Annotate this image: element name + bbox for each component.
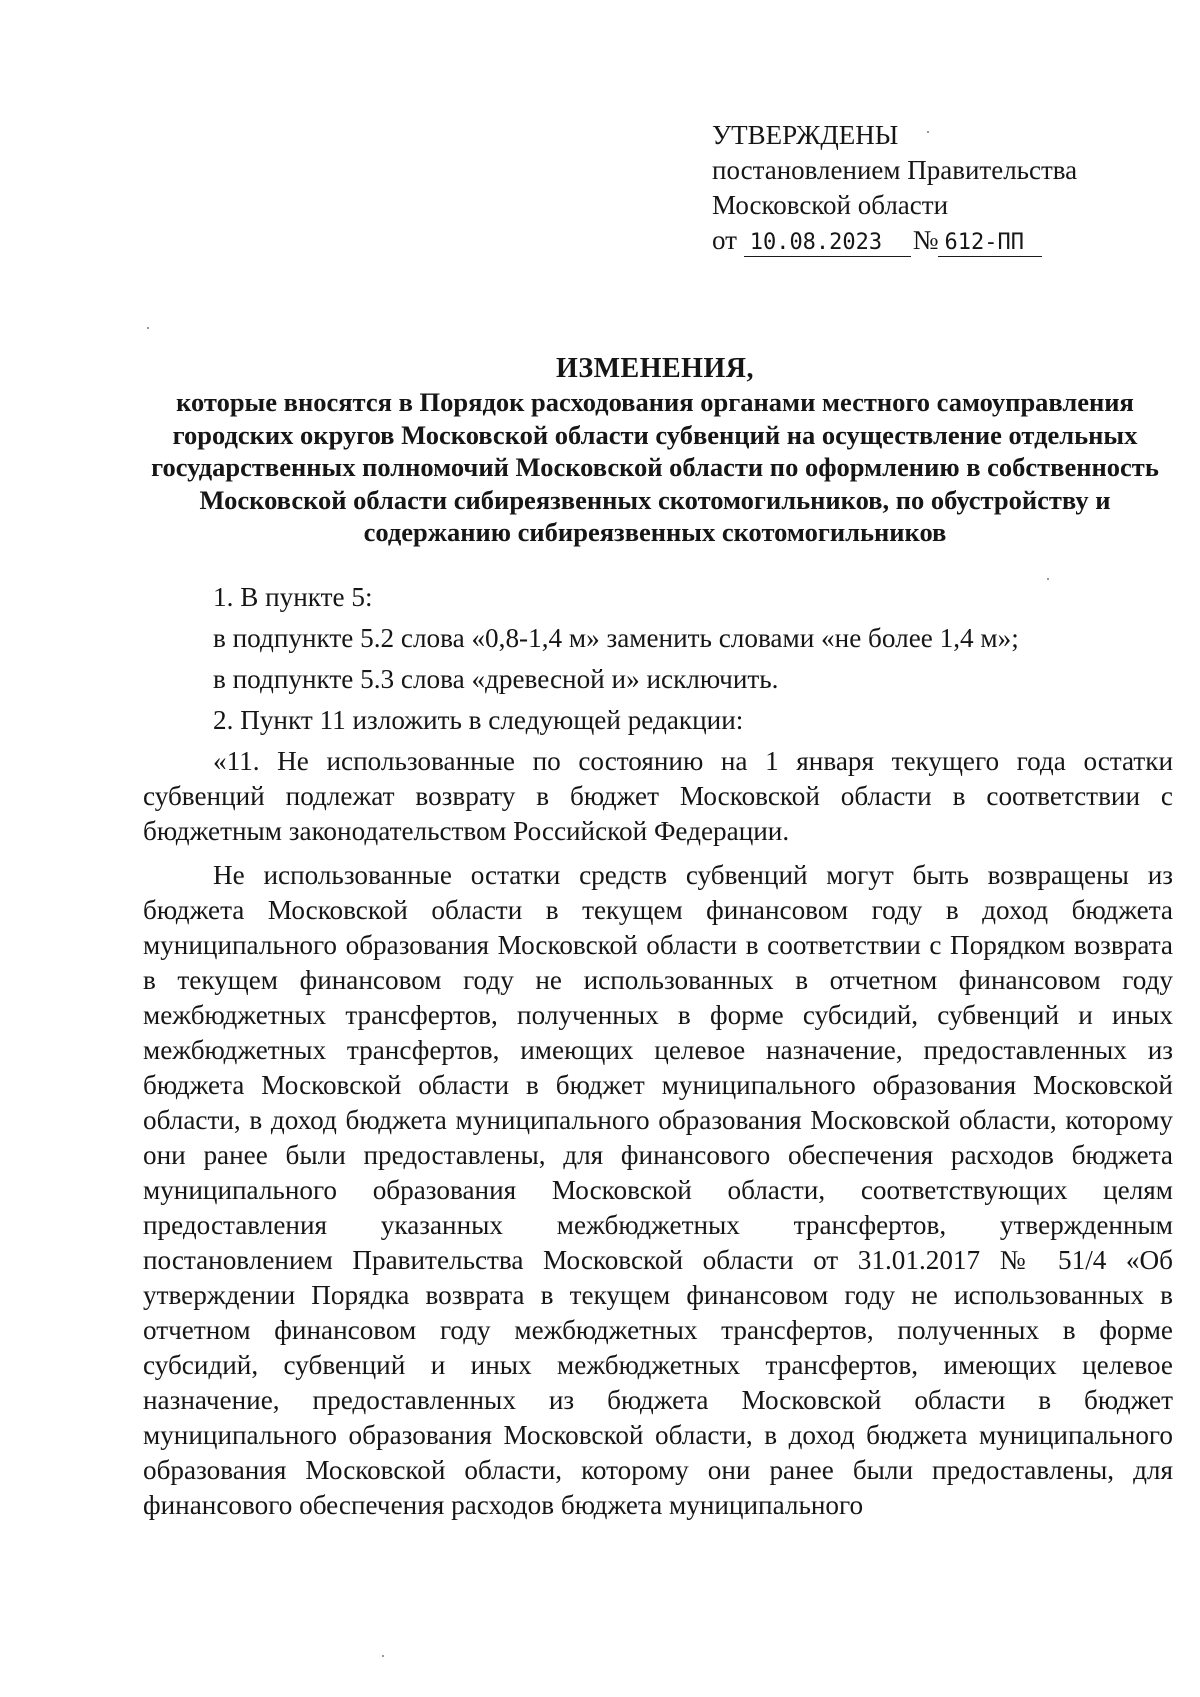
paragraph-4: 2. Пункт 11 изложить в следующей редакции: bbox=[213, 705, 744, 735]
scan-speck bbox=[382, 1655, 384, 1657]
document-title bbox=[140, 352, 1170, 549]
scan-speck bbox=[147, 327, 149, 329]
title-main: ИЗМЕНЕНИЯ, bbox=[556, 353, 754, 384]
scan-speck bbox=[1047, 578, 1049, 580]
approval-number: 612-ПП bbox=[938, 230, 1042, 257]
approval-from-label: от bbox=[712, 225, 737, 255]
title-subtitle: которые вносятся в Порядок расходования органами местного самоуправления городских округов Московской области субвенций на осуществление отдельных государственных полномочий Московской области по оформлению в собственность Московской области сибиреязвенных скотомогильников, по обустройству и содержанию сибиреязвенных скотомогильников bbox=[151, 387, 1159, 547]
approval-line-2: Московской области bbox=[712, 190, 949, 220]
document-body bbox=[143, 580, 1173, 1523]
approval-date-line bbox=[712, 223, 1152, 258]
approval-number-label: № bbox=[912, 225, 939, 255]
paragraph-2: в подпункте 5.2 слова «0,8-1,4 м» заменить словами «не более 1,4 м»; bbox=[213, 623, 1019, 653]
paragraph-3: в подпункте 5.3 слова «древесной и» исключить. bbox=[213, 664, 779, 694]
approval-date: 10.08.2023 bbox=[744, 230, 911, 257]
approval-block bbox=[712, 118, 1152, 258]
paragraph-5: «11. Не использованные по состоянию на 1 января текущего года остатки субвенций подлежат возврату в бюджет Московской области в соответствии с бюджетным законодательством Российской Федерации. bbox=[143, 746, 1173, 846]
scan-speck bbox=[927, 131, 929, 133]
paragraph-6: Не использованные остатки средств субвенций могут быть возвращены из бюджета Московской области в текущем финансовом году в доход бюджета муниципального образования Московской области в соответствии с Порядком возврата в текущем финансовом году не использованных в отчетном финансовом году межбюджетных трансфертов, полученных в форме субсидий, субвенций и иных межбюджетных трансфертов, имеющих целевое назначение, предоставленных из бюджета Московской области в бюджет муниципального образования Московской области, в доход бюджета муниципального образования Московской области, которому они ранее были предоставлены, для финансового обеспечения расходов бюджета муниципального образования Московской области, соответствующих целям предоставления указанных межбюджетных трансфертов, утвержденным постановлением Правительства Московской области от 31.01.2017 № 51/4 «Об утверждении Порядка возврата в текущем финансовом году не использованных в отчетном финансовом году межбюджетных трансфертов, полученных в форме субсидий, субвенций и иных межбюджетных трансфертов, имеющих целевое назначение, предоставленных из бюджета Московской области в бюджет муниципального образования Московской области, в доход бюджета муниципального образования Московской области, которому они ранее были предоставлены, для финансового обеспечения расходов бюджета муниципального bbox=[143, 860, 1173, 1520]
approval-line-1: постановлением Правительства bbox=[712, 155, 1078, 185]
paragraph-1: 1. В пункте 5: bbox=[213, 582, 373, 612]
approval-heading: УТВЕРЖДЕНЫ bbox=[712, 120, 899, 150]
